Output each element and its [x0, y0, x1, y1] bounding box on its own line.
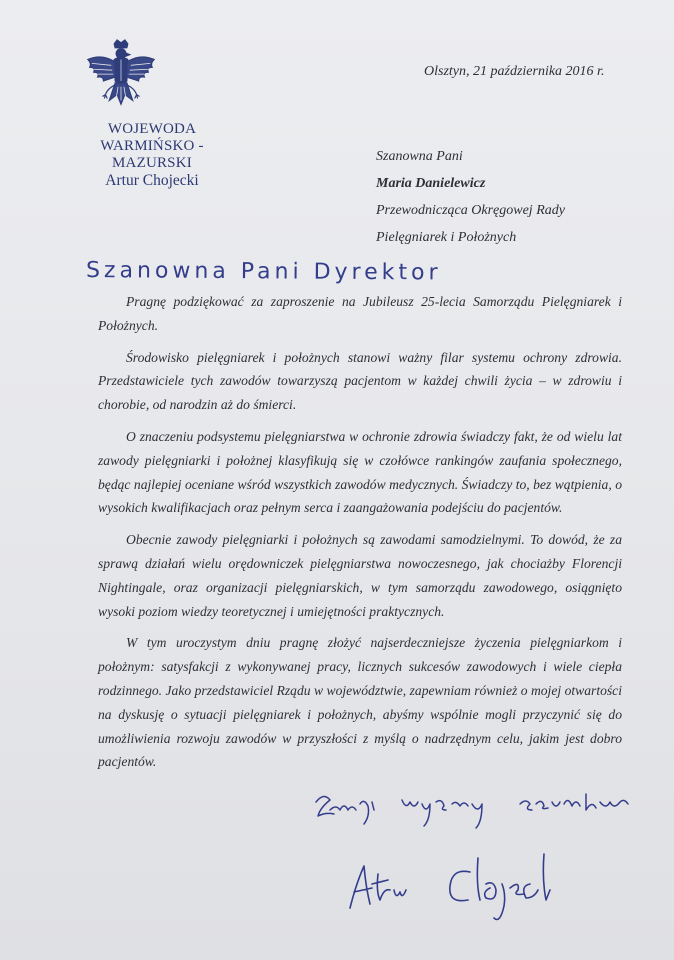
office-region: WARMIŃSKO - MAZURSKI: [100, 138, 204, 171]
letter-body: [98, 290, 622, 782]
recipient-title-line2: Pielęgniarek i Położnych: [376, 230, 517, 245]
recipient-title-line1: Przewodnicząca Okręgowej Rady: [376, 203, 565, 218]
office-holder-name: Artur Chojecki: [105, 172, 199, 189]
paragraph: W tym uroczystym dniu pragnę złożyć najserdeczniejsze życzenia pielęgniarkom i położnym: satysfakcji z wykonywanej pracy, licznych sukcesów zawodowych i wiele ciepła rodzinnego. Jako przedstawiciel Rządu w województwie, zapewniam również o mojej otwartości na dyskusję o sytuacji pielęgniarek i położnych, abyśmy wspólnie mogli przyczynić się do umożliwienia rozwoju zawodów w przyszłości z myślą o nadrzędnym celu, jakim jest dobro pacjentów.: [98, 635, 622, 770]
recipient-name: Maria Danielewicz: [376, 176, 486, 191]
recipient-greeting: Szanowna Pani: [376, 149, 463, 164]
office-header: [72, 121, 232, 189]
office-title: WOJEWODA: [107, 121, 197, 137]
paragraph: O znaczeniu podsystemu pielęgniarstwa w ochronie zdrowia świadczy fakt, że od wielu lat zawody pielęgniarki i położnej klasyfikują się w czołówce rankingów zaufania społecznego, będąc najlepiej oceniane wśród wszystkich zawodów medycznych. Świadczy to, bez wątpienia, o wysokich kwalifikacjach oraz pełnym serca i zaangażowania podejściu do pacjentów.: [98, 428, 622, 516]
handwritten-salutation: Szanowna Pani Dyrektor: [85, 258, 442, 286]
recipient-block: [376, 143, 565, 251]
polish-eagle-icon: [82, 38, 160, 118]
letter-date: Olsztyn, 21 października 2016 r.: [424, 64, 605, 79]
handwritten-signature: [330, 844, 560, 934]
handwritten-closing: [310, 780, 640, 836]
paragraph: Środowisko pielęgniarek i położnych stanowi ważny filar systemu ochrony zdrowia. Przedstawiciele tych zawodów towarzyszą pacjentom w każdej chwili życia – w zdrowiu i chorobie, od narodzin aż do śmierci.: [98, 349, 622, 413]
paragraph: Obecnie zawody pielęgniarki i położnych są zawodami samodzielnymi. To dowód, że za sprawą działań wielu orędowniczek pielęgniarstwa nowoczesnego, jak chociażby Florencji Nightingale, oraz organizacji pielęgniarskich, w tym samorządu zawodowego, osiągnięto wysoki poziom wiedzy teoretycznej i umiejętności praktycznych.: [98, 532, 622, 619]
paragraph: Pragnę podziękować za zaproszenie na Jubileusz 25-lecia Samorządu Pielęgniarek i Położnych.: [98, 294, 622, 333]
